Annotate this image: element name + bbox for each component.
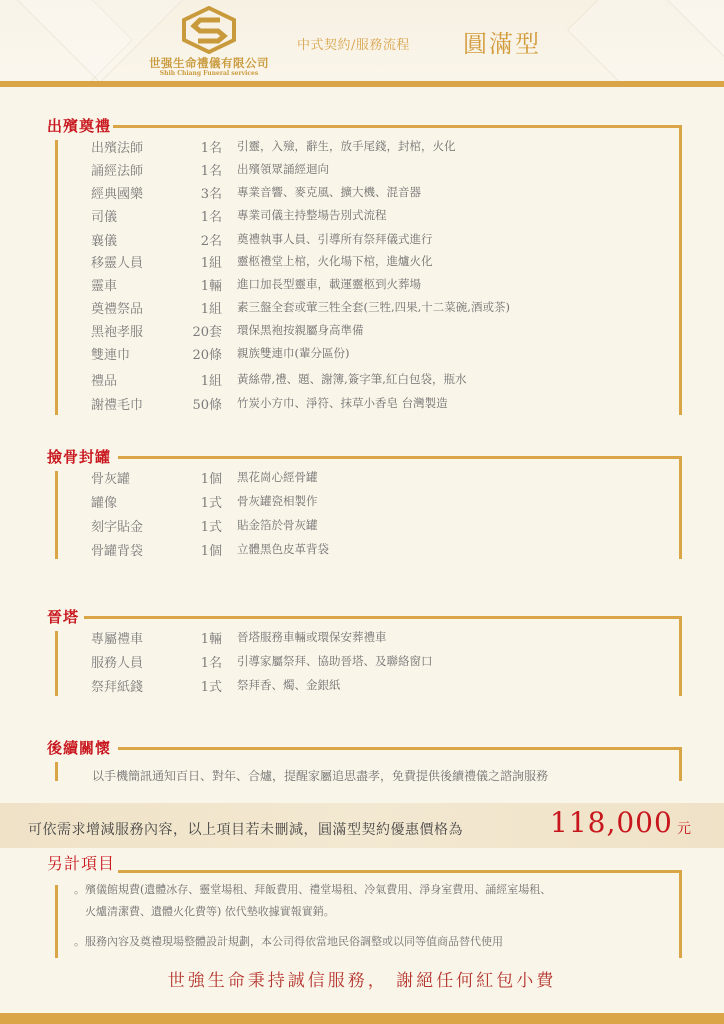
item-name: 司儀 (91, 210, 118, 225)
item-name: 刻字貼金 (91, 520, 144, 535)
section-frame-right (679, 616, 682, 696)
item-desc: 黑花崗心經骨罐 (237, 470, 318, 484)
section-title: 撿骨封罐 (47, 448, 112, 466)
item-name: 移靈人員 (91, 256, 144, 271)
item-qty: 1輛 (200, 279, 222, 294)
item-qty: 1組 (200, 256, 222, 271)
section-frame-right (679, 870, 682, 958)
item-qty: 3名 (200, 187, 222, 202)
section-frame-left (55, 140, 58, 415)
section-frame-top (118, 456, 682, 459)
item-qty: 1輛 (200, 632, 222, 647)
item-desc: 引靈，入殮，辭生，放手尾錢，封棺，火化 (237, 139, 456, 153)
section-frame-left (55, 631, 58, 696)
item-name: 經典國樂 (91, 187, 144, 202)
item-name: 奠禮祭品 (91, 302, 144, 317)
item-name: 罐像 (91, 496, 118, 511)
item-name: 襄儀 (91, 234, 118, 249)
section-frame-left (55, 762, 58, 781)
item-desc: 立體黑色皮革背袋 (237, 542, 329, 556)
item-desc: 竹炭小方巾、淨符、抹草小香皂 台灣製造 (237, 396, 448, 410)
item-name: 靈車 (91, 279, 118, 294)
item-qty: 1組 (200, 374, 222, 389)
extra-item: 。服務內容及奠禮現場整體設計規劃，本公司得依當地民俗調整或以同等值商品替代使用 (74, 935, 503, 948)
item-desc: 黃絲帶,禮、題、謝簿,簽字筆,紅白包袋，瓶水 (237, 372, 467, 386)
price-description: 可依需求增減服務內容，以上項目若未刪減，圓滿型契約優惠價格為 (28, 822, 463, 838)
item-desc: 祭拜香、燭、金銀紙 (237, 678, 341, 692)
section-frame-right (679, 747, 682, 781)
item-desc: 晉塔服務車輛或環保安葬禮車 (237, 630, 387, 644)
page-subtitle: 中式契約/服務流程 (297, 38, 410, 53)
item-name: 謝禮毛巾 (91, 398, 144, 413)
section-title: 另計項目 (47, 851, 117, 874)
section-frame-top (118, 747, 682, 750)
item-qty: 20條 (192, 348, 222, 363)
item-qty: 50條 (192, 398, 222, 413)
item-name: 服務人員 (91, 656, 144, 671)
item-qty: 1名 (200, 656, 222, 671)
item-qty: 1名 (200, 210, 222, 225)
item-name: 骨灰罐 (91, 472, 131, 487)
item-qty: 1式 (200, 496, 222, 511)
item-qty: 1個 (200, 472, 222, 487)
section-title: 出殯奠禮 (47, 117, 112, 135)
section-frame-top (110, 125, 682, 128)
price-value: 118,000 (550, 806, 673, 839)
price-band (0, 803, 724, 848)
item-desc: 貼金箔於骨灰罐 (237, 518, 318, 532)
item-desc: 專業音響、麥克風、擴大機、混音器 (237, 185, 421, 199)
company-name: 世强生命禮儀有限公司 (149, 56, 269, 70)
item-desc: 環保黑袍按親屬身高準備 (237, 323, 364, 337)
item-qty: 1名 (200, 164, 222, 179)
item-qty: 1個 (200, 544, 222, 559)
logo-hexagon-icon (180, 6, 238, 54)
item-qty: 1式 (200, 680, 222, 695)
item-desc: 奠禮執事人員、引導所有祭拜儀式進行 (237, 232, 433, 246)
item-desc: 進口加長型靈車，載運靈柩到火葬場 (237, 277, 421, 291)
item-qty: 2名 (200, 234, 222, 249)
aftercare-text: 以手機簡訊通知百日、對年、合爐，提醒家屬追思盡孝，免費提供後續禮儀之諮詢服務 (92, 769, 549, 783)
section-title: 晉塔 (47, 608, 80, 626)
section-frame-right (679, 456, 682, 559)
extra-item: 火爐清潔費、遺體火化費等) 依代墊收據實報實銷。 (85, 905, 335, 918)
item-name: 祭拜紙錢 (91, 680, 144, 695)
footer-bar (0, 1013, 724, 1024)
section-frame-left (55, 885, 58, 958)
item-name: 誦經法師 (91, 164, 144, 179)
section-frame-top (84, 616, 682, 619)
item-name: 禮品 (91, 374, 118, 389)
item-qty: 1名 (200, 141, 222, 156)
item-name: 雙連巾 (91, 348, 131, 363)
item-desc: 出殯領眾誦經迴向 (237, 162, 329, 176)
item-name: 骨罐背袋 (91, 544, 144, 559)
item-desc: 引導家屬祭拜、協助晉塔、及聯絡窗口 (237, 654, 433, 668)
item-desc: 素三盤全套或葷三牲全套(三牲,四果,十二菜碗,酒或茶) (237, 300, 510, 314)
company-logo (146, 6, 272, 78)
item-desc: 靈柩禮堂上棺，火化場下棺，進爐火化 (237, 254, 433, 268)
company-name-en: Shih Chiang Funeral services (159, 70, 259, 77)
item-desc: 親族雙連巾(輩分區份) (237, 346, 350, 360)
price-unit: 元 (677, 821, 691, 837)
item-name: 出殯法師 (91, 141, 144, 156)
section-title: 後續關懷 (47, 739, 112, 757)
extra-item: 。殯儀館規費(遺體冰存、靈堂場租、拜飯費用、禮堂場租、冷氣費用、淨身室費用、誦經室場租、 (74, 883, 552, 896)
slogan: 世強生命秉持誠信服務， 謝絕任何紅包小費 (167, 971, 557, 991)
item-qty: 1式 (200, 520, 222, 535)
item-qty: 1組 (200, 302, 222, 317)
page-title: 圓滿型 (463, 30, 541, 58)
header-divider (0, 81, 724, 87)
item-desc: 骨灰罐瓷相製作 (237, 494, 318, 508)
item-qty: 20套 (192, 325, 222, 340)
item-desc: 專業司儀主持整場告別式流程 (237, 208, 387, 222)
section-frame-left (55, 471, 58, 559)
item-name: 專屬禮車 (91, 632, 144, 647)
item-name: 黑袍孝服 (91, 325, 144, 340)
section-frame-right (679, 125, 682, 415)
header (0, 0, 724, 82)
section-frame-top (118, 870, 682, 873)
